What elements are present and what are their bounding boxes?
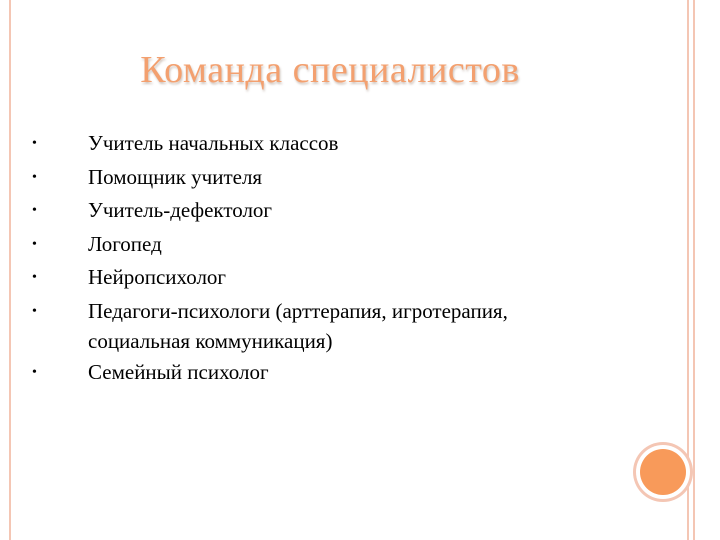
list-item	[0, 194, 640, 228]
list-item-text: Учитель начальных классов	[88, 131, 339, 155]
bullet-icon: •	[32, 236, 37, 252]
list-item-text: Учитель-дефектолог	[88, 198, 273, 222]
bullet-icon: •	[32, 169, 37, 185]
list-item-text: Педагоги-психологи (арттерапия, игротерапия, социальная коммуникация)	[88, 298, 508, 353]
slide-title: Команда специалистов	[140, 49, 520, 91]
list-item-text: Помощник учителя	[88, 164, 263, 189]
list-item	[0, 295, 640, 356]
bullet-icon: •	[32, 270, 37, 285]
right-decorative-rule-inner	[693, 0, 695, 540]
list-item	[0, 261, 640, 295]
list-item	[0, 161, 640, 195]
list-item	[0, 356, 640, 390]
right-decorative-rule	[687, 0, 689, 540]
list-item	[0, 127, 640, 161]
bullet-list	[0, 127, 640, 389]
list-item-text: Логопед	[88, 231, 162, 256]
bullet-icon: •	[32, 303, 37, 319]
bullet-icon: •	[32, 364, 37, 380]
decorative-circle	[640, 449, 686, 495]
list-item-text: Нейропсихолог	[88, 265, 227, 289]
bullet-icon: •	[32, 136, 37, 151]
list-item	[0, 228, 640, 262]
bullet-icon: •	[32, 203, 37, 218]
list-item-text: Семейный психолог	[88, 359, 269, 384]
